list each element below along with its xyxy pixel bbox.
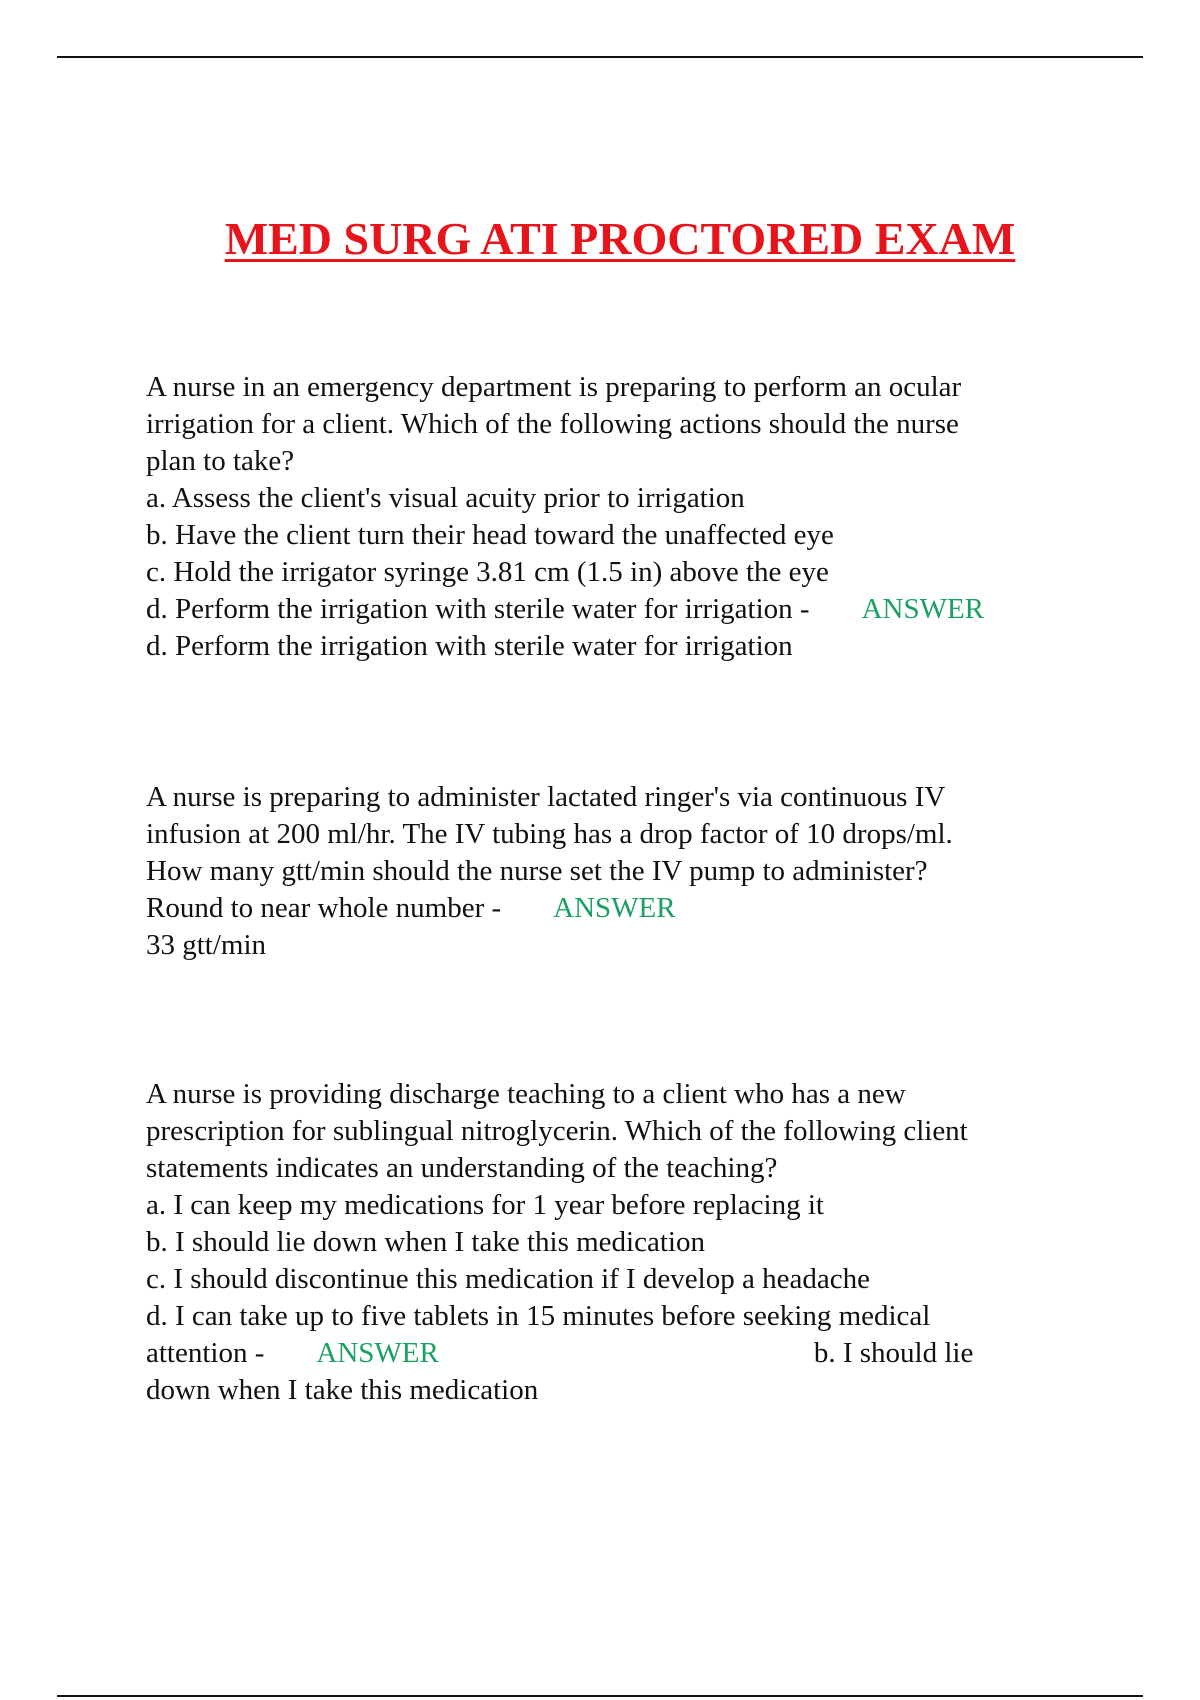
option-c: c. Hold the irrigator syringe 3.81 cm (1.5 in) above the eye bbox=[146, 556, 829, 588]
answer-label: ANSWER bbox=[316, 1337, 439, 1369]
question-text-line: How many gtt/min should the nurse set the IV pump to administer? bbox=[146, 855, 928, 887]
question-block-1 bbox=[146, 369, 1076, 665]
question-text-line: A nurse in an emergency department is preparing to perform an ocular bbox=[146, 371, 962, 403]
option-b: b. I should lie down when I take this medication bbox=[146, 1226, 705, 1258]
answer-label: ANSWER bbox=[861, 593, 985, 625]
question-text-line: A nurse is providing discharge teaching to a client who has a new bbox=[146, 1078, 906, 1110]
option-b: b. Have the client turn their head toward the unaffected eye bbox=[146, 519, 834, 551]
question-block-3 bbox=[146, 1076, 1076, 1409]
answer-text: b. I should lie bbox=[813, 1337, 974, 1369]
answer-text: 33 gtt/min bbox=[146, 929, 267, 961]
option-c: c. I should discontinue this medication if I develop a headache bbox=[146, 1263, 870, 1295]
question-text-line: irrigation for a client. Which of the following actions should the nurse bbox=[146, 408, 959, 440]
question-text-line: Round to near whole number - bbox=[146, 892, 502, 924]
option-d: d. I can take up to five tablets in 15 minutes before seeking medical bbox=[146, 1300, 931, 1332]
answer-text: d. Perform the irrigation with sterile water for irrigation bbox=[146, 630, 793, 662]
question-text-line: statements indicates an understanding of the teaching? bbox=[146, 1152, 778, 1184]
answer-line bbox=[146, 1335, 1076, 1372]
question-text-line: prescription for sublingual nitroglycerin. Which of the following client bbox=[146, 1115, 968, 1147]
header-rule bbox=[57, 56, 1143, 58]
answer-line bbox=[146, 591, 1076, 628]
answer-text-continued: down when I take this medication bbox=[146, 1374, 539, 1406]
option-d: d. Perform the irrigation with sterile water for irrigation - bbox=[146, 593, 810, 625]
option-a: a. I can keep my medications for 1 year before replacing it bbox=[146, 1189, 824, 1221]
question-text-line: plan to take? bbox=[146, 445, 295, 477]
answer-line bbox=[146, 890, 1076, 927]
question-text-line: A nurse is preparing to administer lactated ringer's via continuous IV bbox=[146, 781, 946, 813]
footer-rule bbox=[57, 1695, 1143, 1697]
question-block-2 bbox=[146, 779, 1076, 964]
option-a: a. Assess the client's visual acuity prior to irrigation bbox=[146, 482, 745, 514]
page-title: MED SURG ATI PROCTORED EXAM bbox=[224, 213, 1016, 264]
option-d-continued: attention - bbox=[146, 1337, 265, 1369]
answer-label: ANSWER bbox=[553, 892, 676, 924]
question-text-line: infusion at 200 ml/hr. The IV tubing has a drop factor of 10 drops/ml. bbox=[146, 818, 953, 850]
